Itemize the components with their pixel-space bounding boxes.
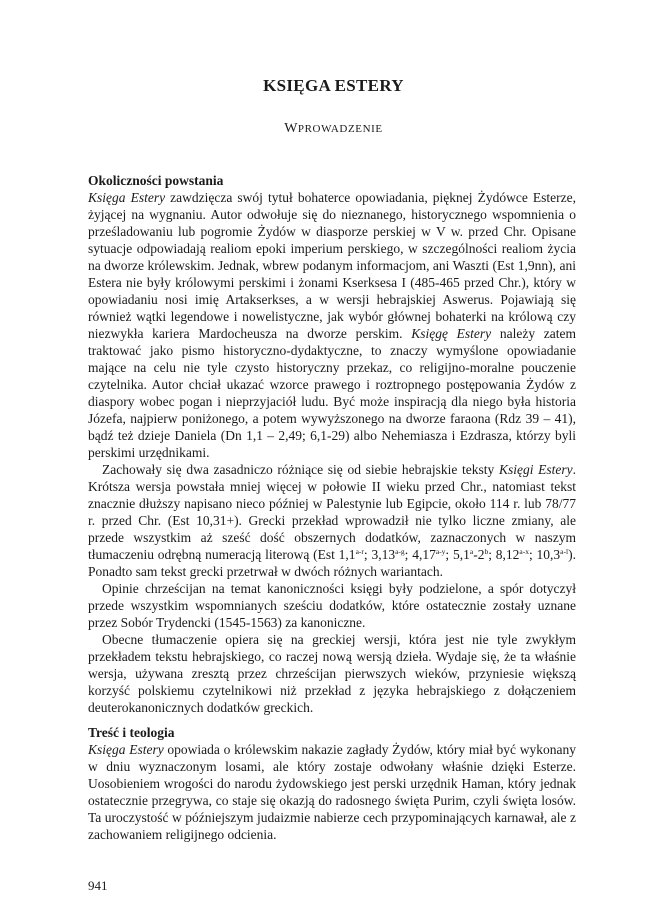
verse-letters: a-l — [560, 547, 569, 556]
paragraph-origins-4: Obecne tłumaczenie opiera się na greckiej wersji, która jest nie tyle zwykłym przekładem tekstu hebrajskiego, co raczej nową wersją dzieła. Wydaje się, że ta właśnie wersja, używana zresztą przez chrześcijan pierwszych wieków, przyniesie większą korzyść polskiemu czytelnikowi niż przekład z języka hebrajskiego z dołączeniem deuterokanonicznych dodatków greckich. — [88, 632, 576, 715]
subtitle-rest: PROWADZENIE — [297, 123, 383, 135]
page-title: KSIĘGA ESTERY — [263, 76, 404, 95]
paragraph-text: ; 4,17 — [404, 547, 436, 562]
section-heading-content: Treść i teologia — [88, 725, 175, 740]
page-subtitle — [0, 121, 667, 137]
book-title-italic: Księga Estery — [88, 190, 166, 205]
paragraph-text: opowiada o królewskim nakazie zagłady Żydów, który miał być wykonany w dniu wyznaczonym losami, ale który zostaje odwołany właśnie dzięki Esterze. Uosobieniem wrogości do narodu żydowskiego jest perski urzędnik Haman, który jednak ostatecznie przegrywa, co staje się okazją do radosnego święta Purim, czyli święta losów. Ta uroczystość w późniejszym judaizmie nabierze cech przypominających karnawał, ale z zachowaniem religijnego odcienia. — [88, 742, 577, 842]
paragraph-origins-1 — [88, 189, 576, 461]
page-number: 941 — [88, 878, 108, 893]
verse-letters: a — [469, 547, 474, 556]
paragraph-text: -2 — [473, 547, 485, 562]
paragraph-text: . Krótsza wersja powstała mniej więcej w połowie II wieku przed Chr., natomiast tekst znacznie dłuższy napisano nieco później w Palestynie lub Egipcie, około 114 r. lub 78/77 r. przed Chr. (Est 10,31+). Grecki przekład wprowadził nie tylko liczne zmiany, ale przede wszystkim aż sześć dość obszernych dodatków, zaznaczonych w naszym tłumaczeniu odrębną numeracją literową (Est 1,1 — [88, 462, 576, 562]
paragraph-origins-3: Opinie chrześcijan na temat kanoniczności księgi były podzielone, a spór dotyczył przede wszystkim wspomnianych sześciu dodatków, które ostatecznie zostały uznane przez Sobór Trydencki (1545-1563) za kanoniczne. — [88, 581, 576, 630]
book-title-italic: Księgi Estery — [498, 462, 573, 477]
verse-letters: a-y — [435, 547, 446, 556]
paragraph-text: ; 3,13 — [363, 547, 396, 562]
paragraph-origins-2 — [88, 461, 576, 580]
book-title-italic: Księga Estery — [88, 742, 164, 757]
paragraph-text: ; 5,1 — [445, 547, 470, 562]
book-title-italic: Księgę Estery — [411, 326, 492, 341]
verse-letters: a-x — [519, 547, 529, 556]
section-content-theology — [88, 724, 576, 843]
paragraph-text: ). Ponadto sam tekst grecki przetrwał w dwóch różnych wariantach. — [88, 547, 576, 579]
verse-letters: a-g — [395, 547, 405, 556]
verse-letters: b — [484, 547, 489, 556]
section-origins — [88, 172, 576, 716]
verse-letters: a-r — [355, 547, 364, 556]
paragraph-text: należy zatem traktować jako pismo historyczno-dydaktyczne, to znaczy wymyślone opowiadanie mające na celu nie tyle czysto historyczny przekaz, co religijno-moralne pouczenie czytelnika. Autor chciał ukazać wzorce prawego i roztropnego postępowania Żydów z diaspory wobec pogan i nieprzyjaciół ludu. Być może inspiracją dla niego była historia Józefa, najpierw poniżonego, a potem wywyższonego na dworze faraona (Rdz 39 – 41), bądź też dzieje Daniela (Dn 1,1 – 2,49; 6,1-29) albo Nehemiasza i Ezdrasza, którzy byli perskimi urzędnikami. — [88, 326, 576, 460]
section-heading-origins: Okoliczności powstania — [88, 173, 224, 188]
paragraph-text: ; 10,3 — [528, 547, 561, 562]
paragraph-text: zawdzięcza swój tytuł bohaterce opowiadania, pięknej Żydówce Esterze, żyjącej na wygnaniu. Autor odwołuje się do nieznanego, historycznego wspomnienia o prześladowaniu lub pogromie Żydów w diasporze perskiej w V w. przed Chr. Opisane sytuacje odpowiadają realiom epoki imperium perskiego, w szczególności realiom życia na dworze królewskim. Jednak, wbrew podanym informacjom, ani Waszti (Est 1,9nn), ani Estera nie były królowymi perskimi i żonami Kserksesa I (485-465 przed Chr.), który w opowiadaniu nosi imię Artakserkses, a w wersji hebrajskiej Aswerus. Pojawiają się również wątki legendowe i nowelistyczne, jak wybór głównej bohaterki na królową czy niezwykła kariera Mardocheusza na dworze perskim. — [88, 190, 577, 341]
paragraph-text: ; 8,12 — [488, 547, 520, 562]
paragraph-text: Zachowały się dwa zasadniczo różniące się od siebie hebrajskie teksty — [102, 462, 499, 477]
paragraph-content-1 — [88, 741, 576, 843]
subtitle-initial: W — [284, 121, 298, 136]
